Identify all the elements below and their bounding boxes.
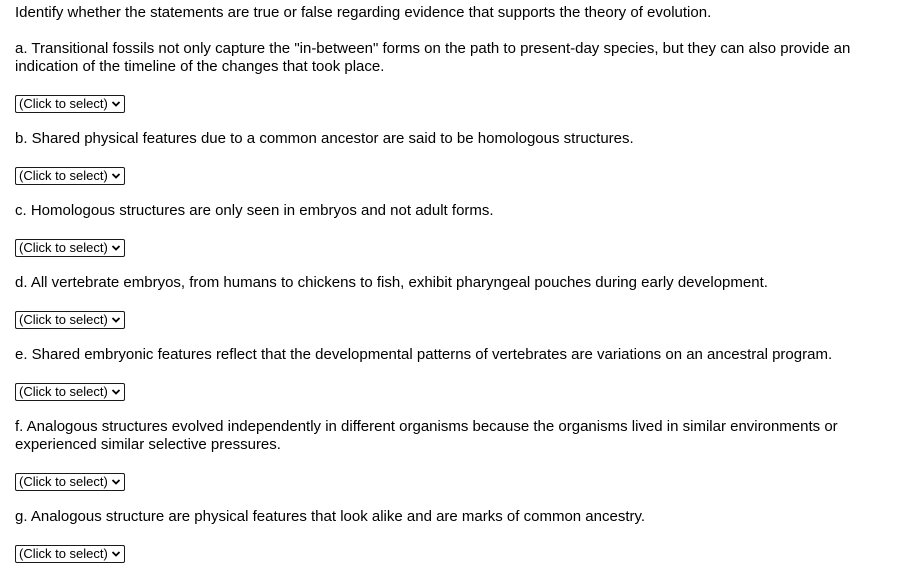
chevron-down-icon xyxy=(111,243,121,253)
question-c xyxy=(15,202,907,257)
answer-select-g[interactable] xyxy=(15,545,125,563)
chevron-down-icon xyxy=(111,549,121,559)
statement-d-text: d. All vertebrate embryos, from humans to chickens to fish, exhibit pharyngeal pouches during early development. xyxy=(15,274,768,291)
answer-select-a-value: (Click to select) xyxy=(19,96,108,111)
answer-select-f-value: (Click to select) xyxy=(19,474,108,489)
answer-select-b-value: (Click to select) xyxy=(19,168,108,183)
question-e xyxy=(15,346,907,401)
statement-c-text: c. Homologous structures are only seen in embryos and not adult forms. xyxy=(15,202,494,219)
question-g xyxy=(15,508,907,563)
chevron-down-icon xyxy=(111,315,121,325)
answer-select-e[interactable] xyxy=(15,383,125,401)
question-d xyxy=(15,274,907,329)
answer-select-d[interactable] xyxy=(15,311,125,329)
statement-e-text: e. Shared embryonic features reflect that the developmental patterns of vertebrates are variations on an ancestral program. xyxy=(15,346,833,363)
instructions-text: Identify whether the statements are true or false regarding evidence that supports the theory of evolution. xyxy=(15,4,712,21)
answer-select-d-value: (Click to select) xyxy=(19,312,108,327)
statement-g-text: g. Analogous structure are physical features that look alike and are marks of common ancestry. xyxy=(15,508,646,525)
statement-f-text: f. Analogous structures evolved independently in different organisms because the organisms lived in similar environments or experienced similar selective pressures. xyxy=(15,418,838,453)
question-f xyxy=(15,418,907,491)
chevron-down-icon xyxy=(111,477,121,487)
answer-select-b[interactable] xyxy=(15,167,125,185)
answer-select-a[interactable] xyxy=(15,95,125,113)
answer-select-g-value: (Click to select) xyxy=(19,546,108,561)
statement-a-text: a. Transitional fossils not only capture the "in-between" forms on the path to present-day species, but they can also provide an indication of the timeline of the changes that took place. xyxy=(15,40,851,75)
answer-select-c[interactable] xyxy=(15,239,125,257)
answer-select-c-value: (Click to select) xyxy=(19,240,108,255)
statement-b-text: b. Shared physical features due to a common ancestor are said to be homologous structures. xyxy=(15,130,634,147)
question-b xyxy=(15,130,907,185)
chevron-down-icon xyxy=(111,99,121,109)
chevron-down-icon xyxy=(111,387,121,397)
answer-select-e-value: (Click to select) xyxy=(19,384,108,399)
question-a xyxy=(15,40,907,113)
answer-select-f[interactable] xyxy=(15,473,125,491)
chevron-down-icon xyxy=(111,171,121,181)
